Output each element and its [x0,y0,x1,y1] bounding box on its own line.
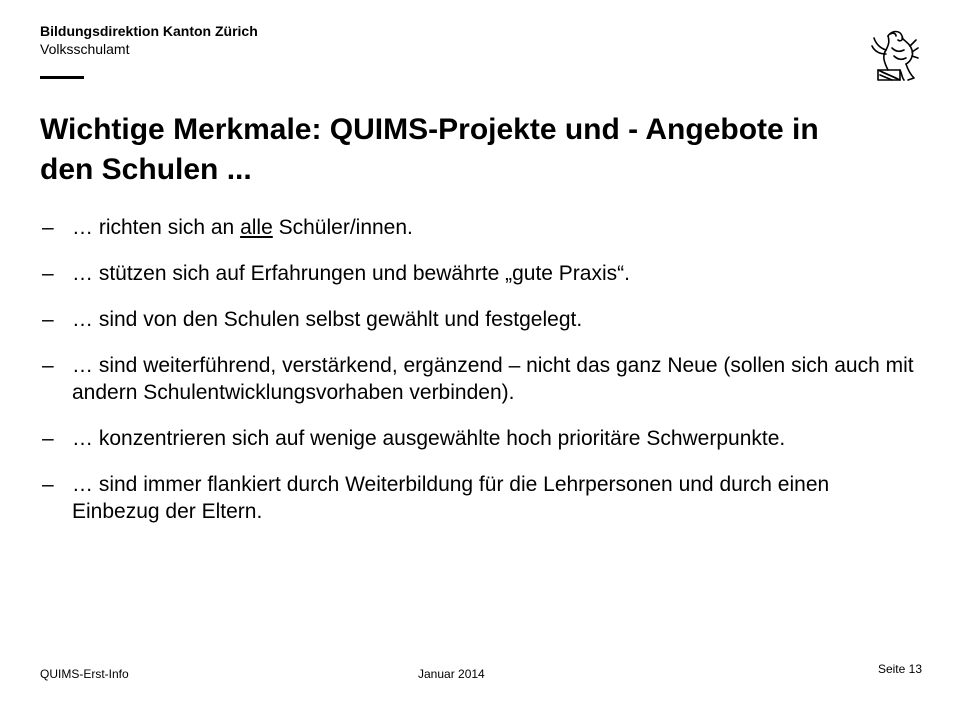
bullet-item [40,471,920,525]
bullet-dash: – [42,473,54,496]
header-rule [40,76,84,79]
footer-date: Januar 2014 [418,667,485,681]
bullet-text: … richten sich an [72,216,241,239]
bullet-dash: – [42,308,54,331]
bullet-item [40,306,920,333]
bullet-dash: – [42,354,54,377]
organization-name: Bildungsdirektion Kanton Zürich [40,23,258,39]
organization-header [40,22,258,58]
page-number: Seite 13 [877,662,922,676]
bullet-item [40,425,920,452]
bullet-text: … stützen sich auf Erfahrungen und bewährte „gute Praxis“. [72,262,630,285]
zurich-coat-of-arms-icon [866,26,922,84]
bullet-text: … sind weiterführend, verstärkend, ergänzend – nicht das ganz Neue (sollen sich auch mit andern Schulentwicklungsvorhaben verbinden). [72,354,914,404]
bullet-item [40,352,920,406]
bullet-dash: – [42,262,54,285]
bullet-list [40,214,920,544]
bullet-text: Schüler/innen. [272,216,413,239]
footer-presentation-name: QUIMS-Erst-Info [40,667,129,681]
bullet-dash: – [42,216,54,239]
bullet-text: … konzentrieren sich auf wenige ausgewählte hoch prioritäre Schwerpunkte. [72,427,786,450]
bullet-item [40,260,920,287]
bullet-emphasis: alle [240,216,273,239]
bullet-text: … sind von den Schulen selbst gewählt und festgelegt. [72,308,583,331]
bullet-text: … sind immer flankiert durch Weiterbildung für die Lehrpersonen und durch einen Einbezug der Eltern. [72,473,830,523]
slide-title: Wichtige Merkmale: QUIMS-Projekte und - Angebote in den Schulen ... [40,113,819,186]
bullet-dash: – [42,427,54,450]
department-name: Volksschulamt [40,41,130,57]
bullet-item [40,214,920,241]
